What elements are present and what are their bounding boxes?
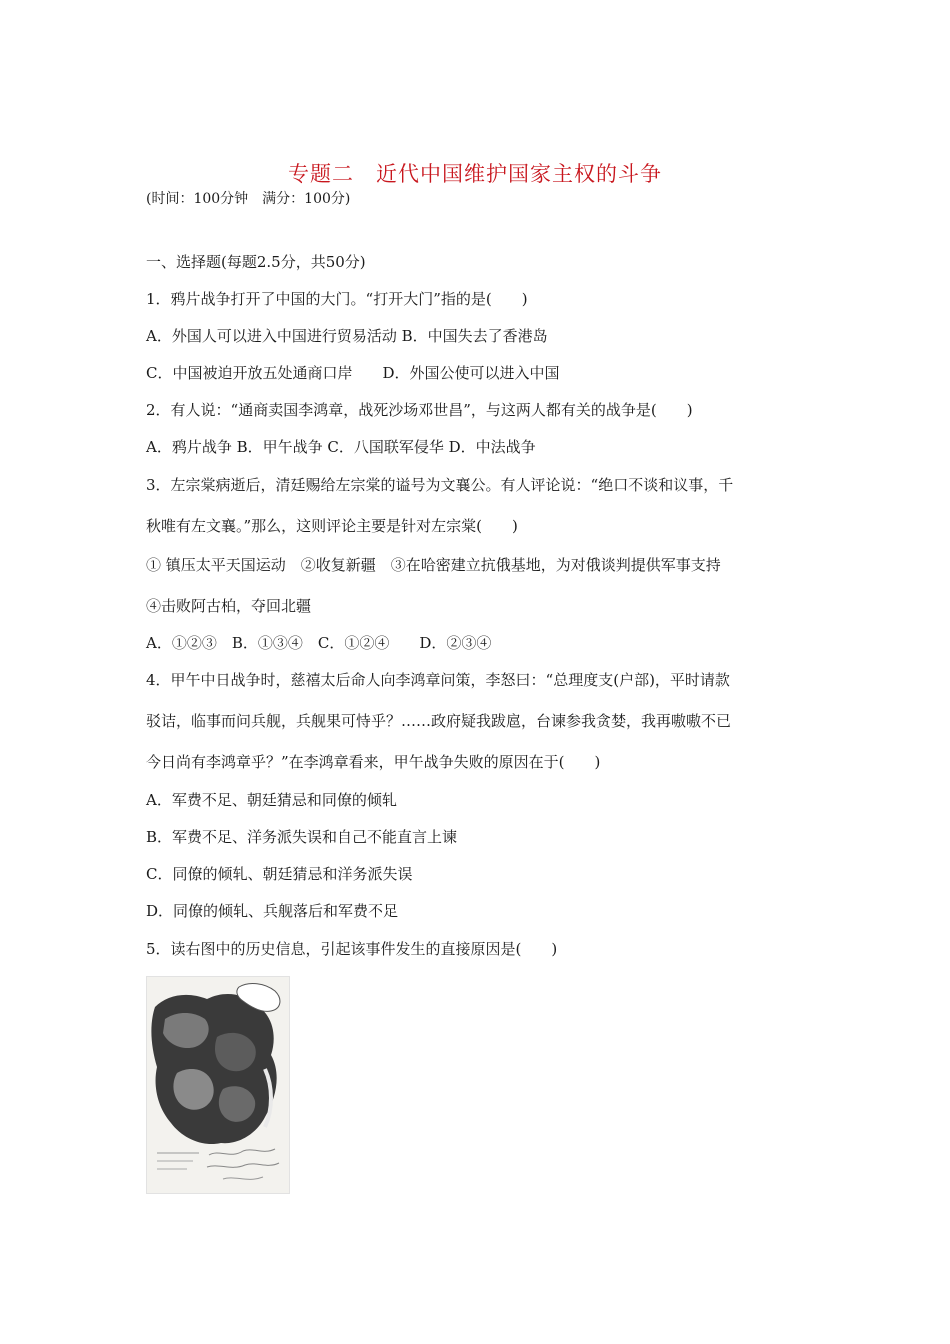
q4-option-c: C．同僚的倾轧、朝廷猜忌和洋务派失误 xyxy=(146,865,413,883)
q3-items-line-2: ④击败阿古柏，夺回北疆 xyxy=(146,597,312,615)
q4-option-d: D．同僚的倾轧、兵舰落后和军费不足 xyxy=(146,902,399,920)
historical-cartoon-image xyxy=(146,976,290,1194)
question-3-line-1: 3．左宗棠病逝后，清廷赐给左宗棠的谥号为文襄公。有人评论说：“绝口不谈和议事，千 xyxy=(146,476,734,494)
question-4-line-2: 驳诘，临事而问兵舰，兵舰果可恃乎？……政府疑我跋扈，台谏参我贪婪，我再嗷嗷不已 xyxy=(146,712,732,730)
q3-options: A．①②③ B．①③④ C．①②④ D．②③④ xyxy=(146,634,492,652)
q1-options-cd: C．中国被迫开放五处通商口岸 D．外国公使可以进入中国 xyxy=(146,364,560,382)
exam-meta: (时间：100分钟 满分：100分) xyxy=(146,191,351,207)
section-heading: 一、选择题(每题2.5分，共50分) xyxy=(146,253,366,271)
q4-option-b: B．军费不足、洋务派失误和自己不能直言上谏 xyxy=(146,828,458,846)
document-title: 专题二 近代中国维护国家主权的斗争 xyxy=(288,162,662,186)
question-4-line-3: 今日尚有李鸿章乎？”在李鸿章看来，甲午战争失败的原因在于( ) xyxy=(146,753,601,771)
question-2: 2．有人说：“通商卖国李鸿章，战死沙场邓世昌”，与这两人都有关的战争是( ) xyxy=(146,401,693,419)
q4-option-a: A．军费不足、朝廷猜忌和同僚的倾轧 xyxy=(146,791,397,809)
cartoon-illustration-icon xyxy=(147,977,289,1193)
q3-items-line-1: ① 镇压太平天国运动 ②收复新疆 ③在哈密建立抗俄基地，为对俄谈判提供军事支持 xyxy=(146,556,721,574)
q1-options-ab: A．外国人可以进入中国进行贸易活动 B．中国失去了香港岛 xyxy=(146,327,548,345)
question-3-line-2: 秋唯有左文襄。”那么，这则评论主要是针对左宗棠( ) xyxy=(146,517,518,535)
question-5: 5．读右图中的历史信息，引起该事件发生的直接原因是( ) xyxy=(146,940,558,958)
question-4-line-1: 4．甲午中日战争时，慈禧太后命人向李鸿章问策，李怒曰：“总理度支(户部)，平时请款 xyxy=(146,671,730,689)
question-1: 1．鸦片战争打开了中国的大门。“打开大门”指的是( ) xyxy=(146,290,528,308)
q2-options: A．鸦片战争 B．甲午战争 C．八国联军侵华 D．中法战争 xyxy=(146,438,536,456)
